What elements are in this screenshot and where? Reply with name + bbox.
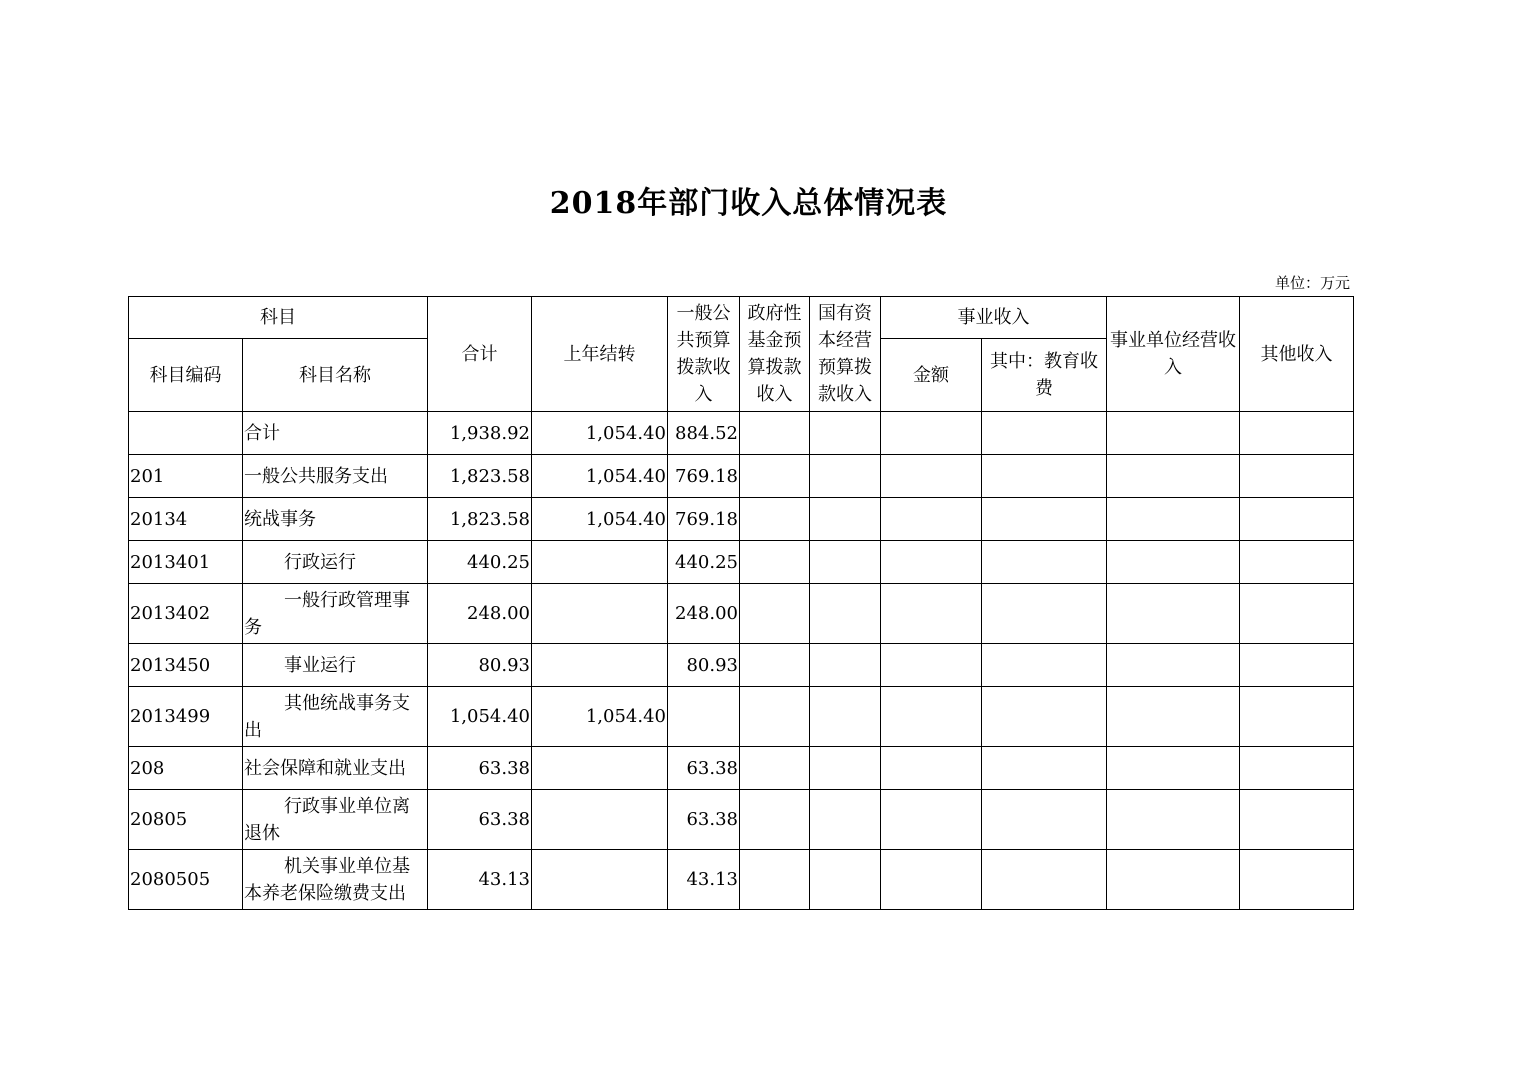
header-other-income: 其他收入 — [1240, 297, 1354, 412]
subject-code-cell: 2013401 — [129, 541, 243, 584]
general-budget-cell: 440.25 — [668, 541, 740, 584]
gov-fund-cell — [740, 687, 810, 747]
business-amount-cell — [881, 541, 982, 584]
header-amount: 金额 — [881, 339, 982, 412]
total-cell: 63.38 — [428, 790, 532, 850]
subject-name-cell: 统战事务 — [243, 498, 428, 541]
state-capital-cell — [810, 498, 881, 541]
edu-fee-cell — [982, 747, 1107, 790]
operating-income-cell — [1107, 747, 1240, 790]
general-budget-cell — [668, 687, 740, 747]
subject-name-cell: 其他统战事务支出 — [243, 687, 428, 747]
carryover-cell: 1,054.40 — [532, 687, 668, 747]
business-amount-cell — [881, 412, 982, 455]
operating-income-cell — [1107, 541, 1240, 584]
general-budget-cell: 80.93 — [668, 644, 740, 687]
subject-name-cell: 事业运行 — [243, 644, 428, 687]
edu-fee-cell — [982, 644, 1107, 687]
header-general-budget: 一般公共预算拨款收入 — [668, 297, 740, 412]
other-income-cell — [1240, 541, 1354, 584]
state-capital-cell — [810, 541, 881, 584]
table-row — [129, 687, 1354, 747]
operating-income-cell — [1107, 412, 1240, 455]
edu-fee-cell — [982, 455, 1107, 498]
carryover-cell: 1,054.40 — [532, 498, 668, 541]
header-operating-income: 事业单位经营收入 — [1107, 297, 1240, 412]
business-amount-cell — [881, 584, 982, 644]
business-amount-cell — [881, 790, 982, 850]
other-income-cell — [1240, 498, 1354, 541]
gov-fund-cell — [740, 455, 810, 498]
general-budget-cell: 63.38 — [668, 790, 740, 850]
table-row — [129, 541, 1354, 584]
total-cell: 1,823.58 — [428, 498, 532, 541]
gov-fund-cell — [740, 541, 810, 584]
edu-fee-cell — [982, 541, 1107, 584]
unit-label: 单位：万元 — [1274, 274, 1350, 292]
gov-fund-cell — [740, 850, 810, 910]
edu-fee-cell — [982, 687, 1107, 747]
carryover-cell — [532, 850, 668, 910]
state-capital-cell — [810, 584, 881, 644]
operating-income-cell — [1107, 687, 1240, 747]
operating-income-cell — [1107, 850, 1240, 910]
header-total: 合计 — [428, 297, 532, 412]
operating-income-cell — [1107, 498, 1240, 541]
operating-income-cell — [1107, 790, 1240, 850]
other-income-cell — [1240, 747, 1354, 790]
operating-income-cell — [1107, 455, 1240, 498]
carryover-cell — [532, 584, 668, 644]
state-capital-cell — [810, 644, 881, 687]
gov-fund-cell — [740, 584, 810, 644]
business-amount-cell — [881, 747, 982, 790]
header-carryover: 上年结转 — [532, 297, 668, 412]
subject-name-cell: 合计 — [243, 412, 428, 455]
general-budget-cell: 884.52 — [668, 412, 740, 455]
operating-income-cell — [1107, 584, 1240, 644]
table-row — [129, 498, 1354, 541]
other-income-cell — [1240, 644, 1354, 687]
subject-code-cell: 20805 — [129, 790, 243, 850]
table-row — [129, 644, 1354, 687]
gov-fund-cell — [740, 747, 810, 790]
subject-name-cell: 一般公共服务支出 — [243, 455, 428, 498]
other-income-cell — [1240, 412, 1354, 455]
other-income-cell — [1240, 790, 1354, 850]
gov-fund-cell — [740, 790, 810, 850]
subject-name-cell: 行政事业单位离退休 — [243, 790, 428, 850]
table-row — [129, 455, 1354, 498]
page-title: 2018年部门收入总体情况表 — [549, 186, 948, 221]
subject-name-cell: 行政运行 — [243, 541, 428, 584]
general-budget-cell: 63.38 — [668, 747, 740, 790]
gov-fund-cell — [740, 644, 810, 687]
table-row — [129, 412, 1354, 455]
table-row — [129, 790, 1354, 850]
carryover-cell — [532, 747, 668, 790]
carryover-cell — [532, 790, 668, 850]
total-cell: 1,823.58 — [428, 455, 532, 498]
business-amount-cell — [881, 498, 982, 541]
other-income-cell — [1240, 455, 1354, 498]
header-state-capital: 国有资本经营预算拨款收入 — [810, 297, 881, 412]
total-cell: 1,938.92 — [428, 412, 532, 455]
edu-fee-cell — [982, 584, 1107, 644]
header-gov-fund: 政府性基金预算拨款收入 — [740, 297, 810, 412]
state-capital-cell — [810, 455, 881, 498]
subject-code-cell: 2080505 — [129, 850, 243, 910]
subject-code-cell: 20134 — [129, 498, 243, 541]
subject-name-cell: 机关事业单位基本养老保险缴费支出 — [243, 850, 428, 910]
state-capital-cell — [810, 790, 881, 850]
carryover-cell: 1,054.40 — [532, 455, 668, 498]
carryover-cell — [532, 644, 668, 687]
total-cell: 1,054.40 — [428, 687, 532, 747]
subject-code-cell — [129, 412, 243, 455]
state-capital-cell — [810, 850, 881, 910]
total-cell: 43.13 — [428, 850, 532, 910]
total-cell: 440.25 — [428, 541, 532, 584]
header-of-which-edu: 其中：教育收费 — [982, 339, 1107, 412]
general-budget-cell: 769.18 — [668, 455, 740, 498]
subject-code-cell: 2013450 — [129, 644, 243, 687]
edu-fee-cell — [982, 498, 1107, 541]
header-subject: 科目 — [129, 297, 428, 339]
subject-code-cell: 208 — [129, 747, 243, 790]
subject-code-cell: 201 — [129, 455, 243, 498]
other-income-cell — [1240, 687, 1354, 747]
business-amount-cell — [881, 644, 982, 687]
table-row — [129, 850, 1354, 910]
income-table — [128, 296, 1354, 910]
total-cell: 248.00 — [428, 584, 532, 644]
total-cell: 80.93 — [428, 644, 532, 687]
business-amount-cell — [881, 455, 982, 498]
gov-fund-cell — [740, 412, 810, 455]
operating-income-cell — [1107, 644, 1240, 687]
other-income-cell — [1240, 584, 1354, 644]
carryover-cell — [532, 541, 668, 584]
general-budget-cell: 248.00 — [668, 584, 740, 644]
state-capital-cell — [810, 687, 881, 747]
edu-fee-cell — [982, 412, 1107, 455]
state-capital-cell — [810, 412, 881, 455]
general-budget-cell: 43.13 — [668, 850, 740, 910]
total-cell: 63.38 — [428, 747, 532, 790]
business-amount-cell — [881, 850, 982, 910]
edu-fee-cell — [982, 790, 1107, 850]
edu-fee-cell — [982, 850, 1107, 910]
gov-fund-cell — [740, 498, 810, 541]
other-income-cell — [1240, 850, 1354, 910]
header-subject-name: 科目名称 — [243, 339, 428, 412]
header-business-income: 事业收入 — [881, 297, 1107, 339]
general-budget-cell: 769.18 — [668, 498, 740, 541]
table-row — [129, 747, 1354, 790]
business-amount-cell — [881, 687, 982, 747]
header-subject-code: 科目编码 — [129, 339, 243, 412]
carryover-cell: 1,054.40 — [532, 412, 668, 455]
subject-name-cell: 一般行政管理事务 — [243, 584, 428, 644]
table-row — [129, 584, 1354, 644]
state-capital-cell — [810, 747, 881, 790]
subject-code-cell: 2013499 — [129, 687, 243, 747]
subject-code-cell: 2013402 — [129, 584, 243, 644]
subject-name-cell: 社会保障和就业支出 — [243, 747, 428, 790]
